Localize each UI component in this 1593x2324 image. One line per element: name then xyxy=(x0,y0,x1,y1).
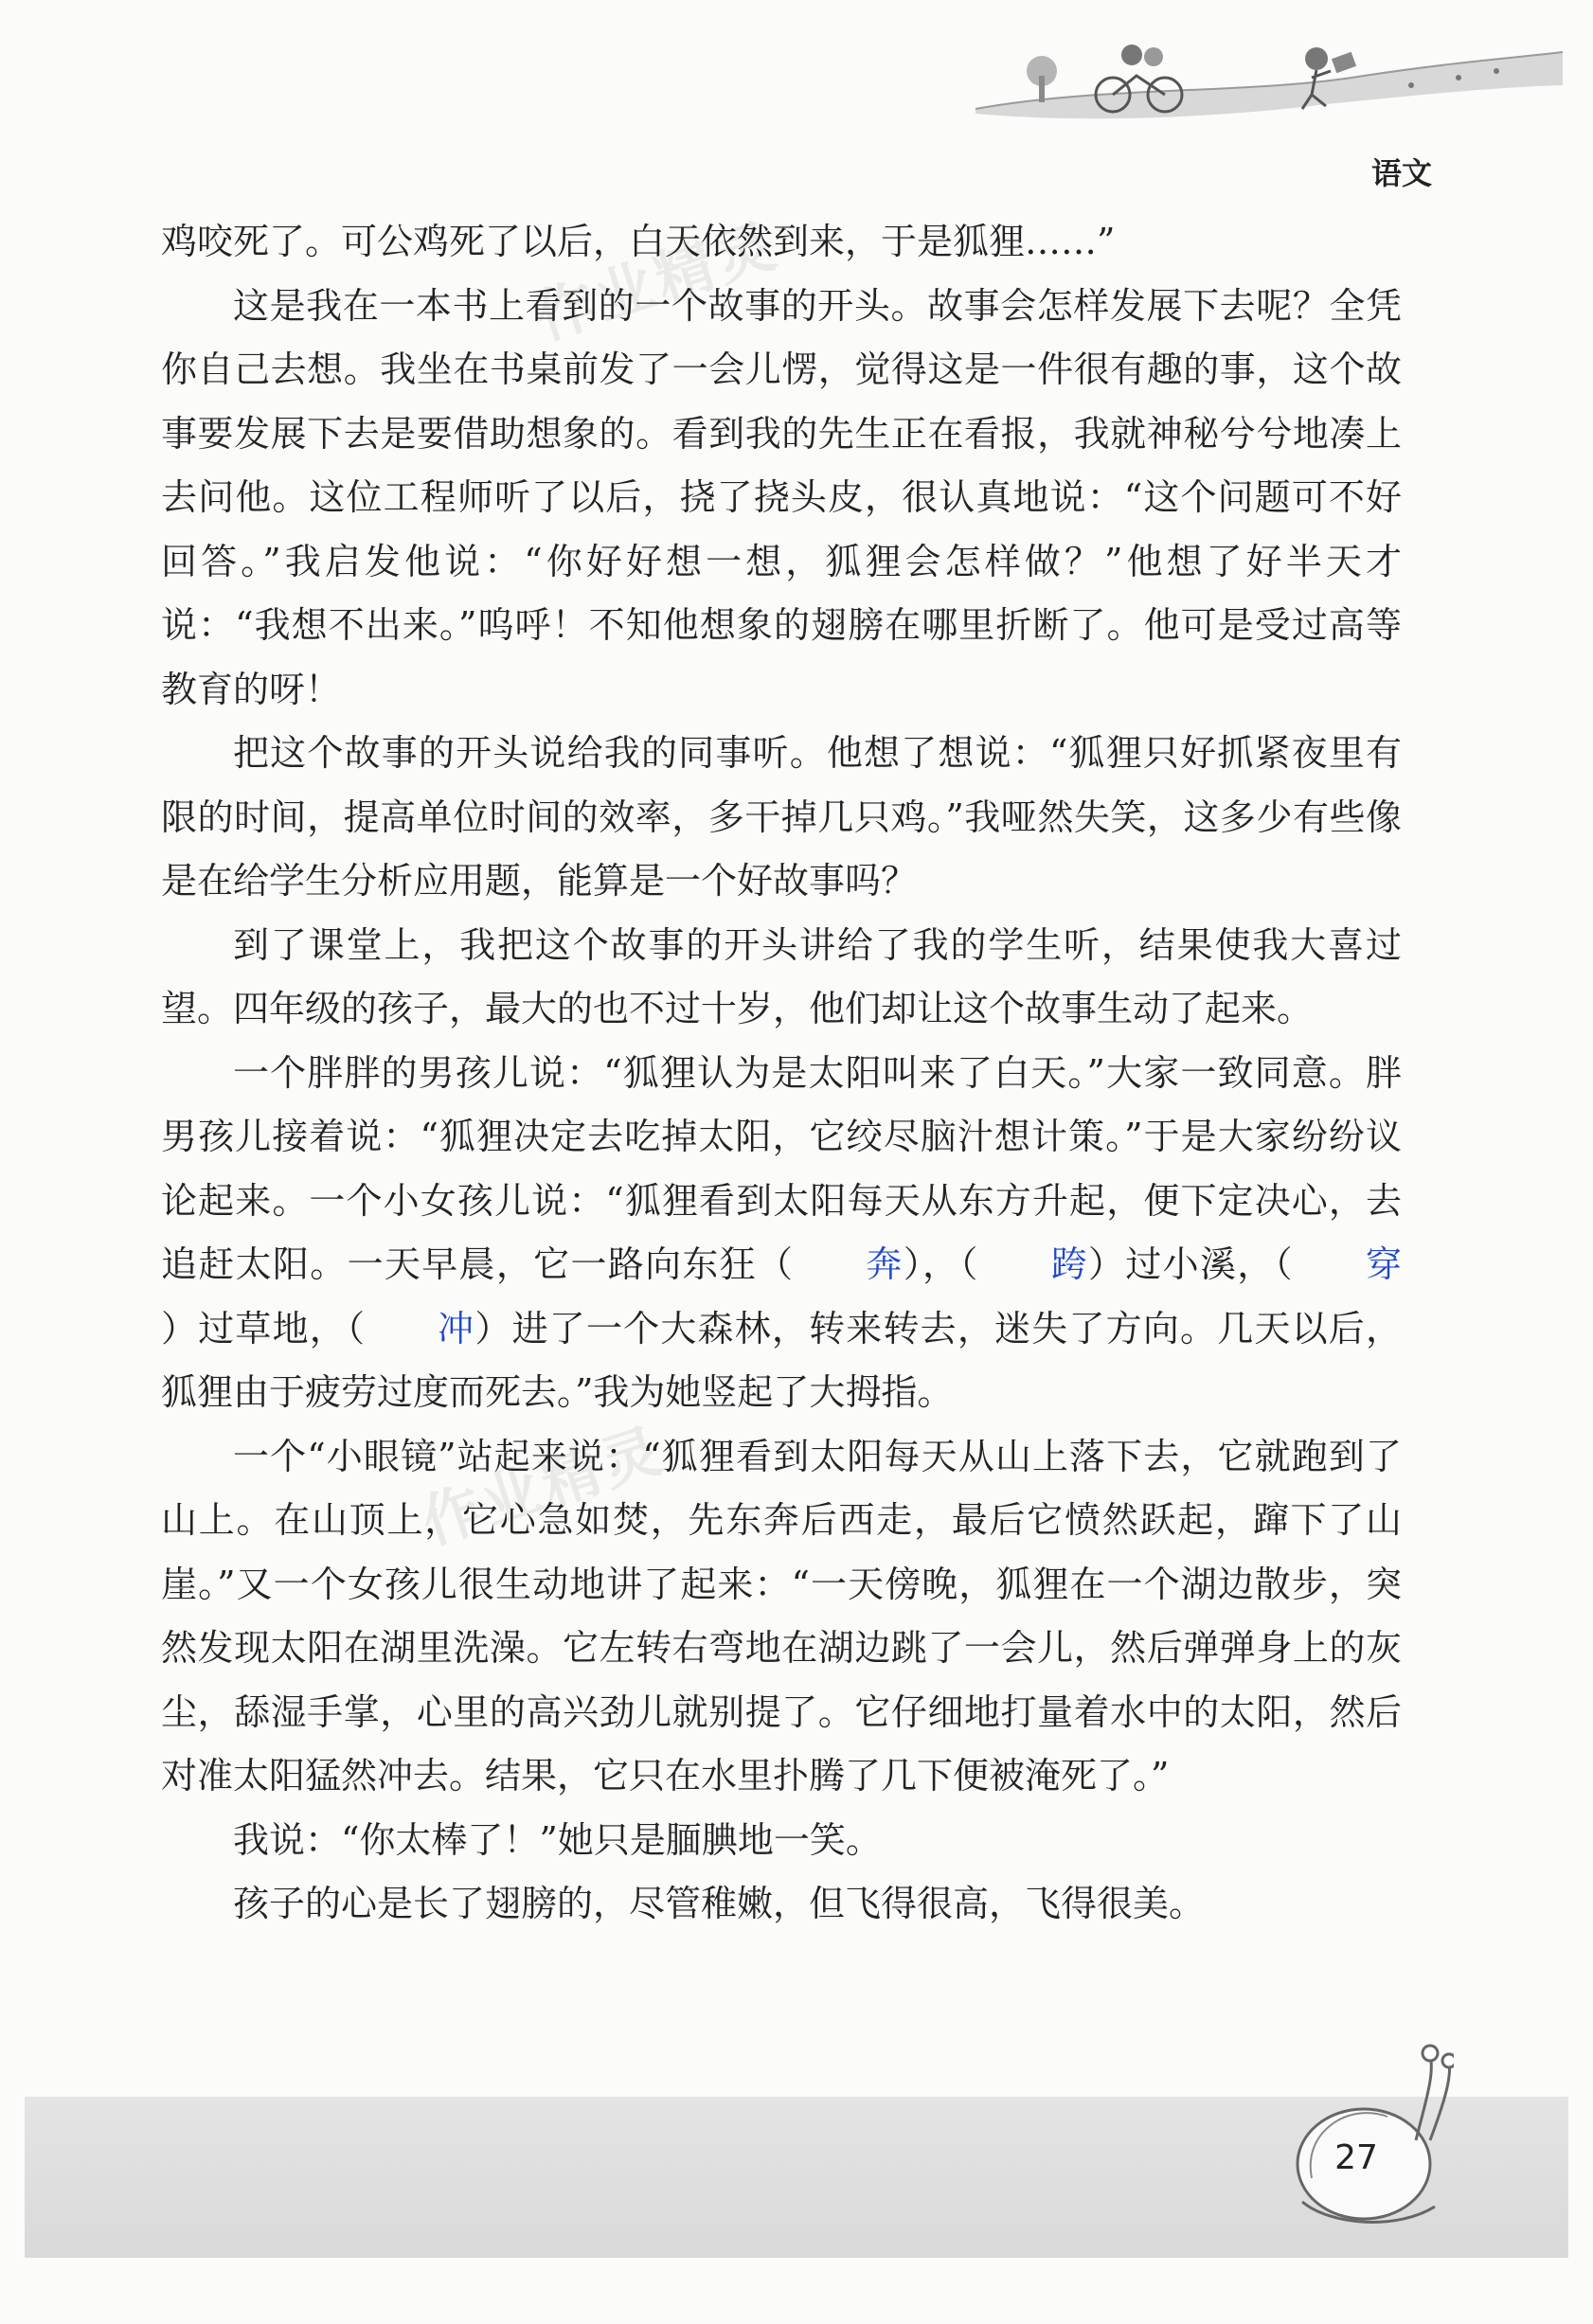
fill-in-answer: 跨 xyxy=(1050,1243,1087,1285)
paren-open: （ xyxy=(346,1307,367,1350)
paragraph-with-fill-in xyxy=(161,1042,1402,1425)
article-body xyxy=(161,210,1402,1937)
paragraph: 我说：“你太棒了！”她只是腼腆地一笑。 xyxy=(233,1818,882,1861)
page-number: 27 xyxy=(1334,2138,1378,2177)
paragraph: 鸡咬死了。可公鸡死了以后，白天依然到来，于是狐狸……” xyxy=(161,221,1116,262)
paren-close: ） xyxy=(1086,1243,1126,1285)
subject-label: 语文 xyxy=(1370,155,1432,191)
fill-in-answer: 冲 xyxy=(438,1307,474,1350)
separator: ， xyxy=(922,1243,960,1285)
paragraph: 这是我在一本书上看到的一个故事的开头。故事会怎样发展下去呢？全凭你自己去想。我坐在书桌前发了一会儿愣，觉得这是一件很有趣的事，这个故事要发展下去是要借助想象的。看到我的先生正在看报，我就神秘兮兮地凑上去问他。这位工程师听了以后，挠了挠头皮，很认真地说：“这个问题可不好回答。”我启发他说：“你好好想一想，狐狸会怎样做？”他想了好半天才说：“我想不出来。”呜呼！不知他想象的翅膀在哪里折断了。他可是受过高等教育的呀！ xyxy=(161,284,1402,710)
paren-open: （ xyxy=(959,1243,979,1285)
paren-open: （ xyxy=(1274,1243,1294,1285)
paragraph: 把这个故事的开头说给我的同事听。他想了想说：“狐狸只好抓紧夜里有限的时间，提高单位时间的效率，多干掉几只鸡。”我哑然失笑，这多少有些像是在给学生分析应用题，能算是一个好故事吗？ xyxy=(161,732,1402,902)
text-segment: 过草地， xyxy=(198,1307,347,1350)
text-segment: 过小溪， xyxy=(1125,1243,1275,1285)
watermark: 作业精灵 xyxy=(527,209,787,353)
paragraph: 孩子的心是长了翅膀的，尽管稚嫩，但飞得很高，飞得很美。 xyxy=(233,1883,1206,1924)
paren-close: ） xyxy=(902,1243,923,1285)
watermark: 作业精灵 xyxy=(413,1414,673,1558)
paren-close: ） xyxy=(161,1307,199,1350)
paragraph: 到了课堂上，我把这个故事的开头讲给了我的学生听，结果使我大喜过望。四年级的孩子，最大的也不过十岁，他们却让这个故事生动了起来。 xyxy=(161,923,1402,1029)
fill-in-answer: 穿 xyxy=(1365,1243,1402,1285)
paragraph-text: 一个胖胖的男孩儿说：“狐狸认为是太阳叫来了白天。”大家一致同意。胖男孩儿接着说：“狐狸决定去吃掉太阳，它绞尽脑汁想计策。”于是大家纷纷议论起来。一个小女孩儿说：“狐狸看到太阳每天从东方升起，便下定决心，去追赶太阳。一天早晨，它一路向东狂 xyxy=(161,1051,1402,1285)
paren-close: ） xyxy=(474,1307,512,1350)
text-segment: 进了一个大森林，转来转去，迷失了方向。几天以后，狐狸由于疲劳过度而死去。”我为她竖起了大拇指。 xyxy=(161,1307,1402,1413)
fill-in-answer: 奔 xyxy=(866,1243,903,1285)
kids-on-hill-illustration-icon xyxy=(966,19,1572,142)
paren-open: （ xyxy=(757,1243,795,1285)
paragraph: 一个“小眼镜”站起来说：“狐狸看到太阳每天从山上落下去，它就跑到了山上。在山顶上，它心急如焚，先东奔后西走，最后它愤然跃起，蹿下了山崖。”又一个女孩儿很生动地讲了起来：“一天傍晚，狐狸在一个湖边散步，突然发现太阳在湖里洗澡。它左转右弯地在湖边跳了一会儿，然后弹弹身上的灰尘，舔湿手掌，心里的高兴劲儿就别提了。它仔细地打量着水中的太阳，然后对准太阳猛然冲去。结果，它只在水里扑腾了几下便被淹死了。” xyxy=(161,1435,1402,1797)
